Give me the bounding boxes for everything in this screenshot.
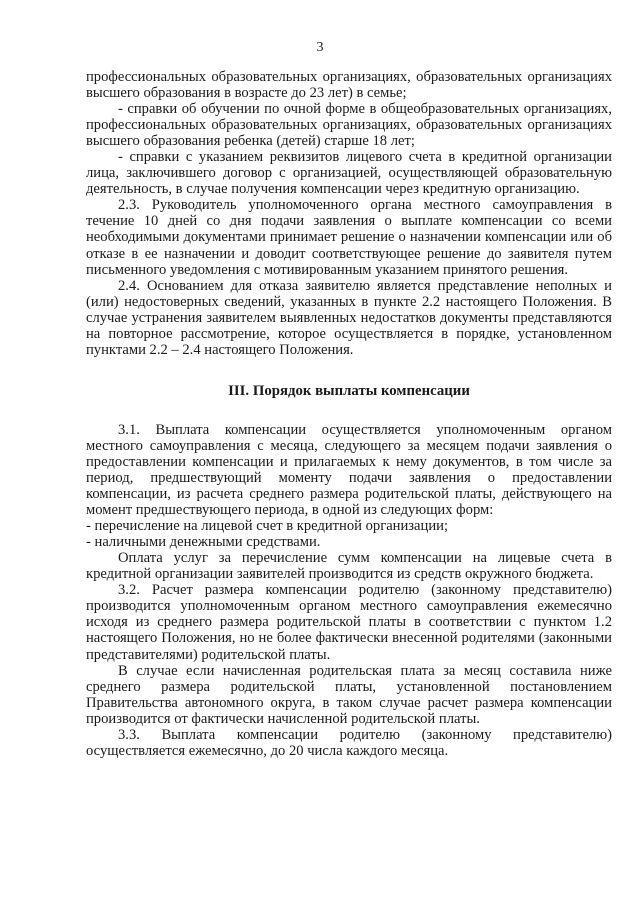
paragraph: Оплата услуг за перечисление сумм компенсации на лицевые счета в кредитной организации заявителей производится из средств окружного бюджета. bbox=[86, 550, 612, 583]
paragraph: 3.2. Расчет размера компенсации родителю (законному представителю) производится уполномоченным органом местного самоуправления ежемесячно исходя из среднего размера родительской платы в соответствии с пунктом 1.2 настоящего Положения, но не более фактически внесенной родителями (законными представителями) родительской платы. bbox=[86, 582, 612, 663]
page-number: 3 bbox=[316, 40, 324, 55]
paragraph: 2.3. Руководитель уполномоченного органа местного самоуправления в течение 10 дней со дня подачи заявления о выплате компенсации со всеми необходимыми документами принимает решение о назначении компенсации или об отказе в ее назначении и доводит соответствующее решение до заявителя путем письменного уведомления с мотивированным указанием принятого решения. bbox=[86, 197, 612, 278]
paragraph: 3.3. Выплата компенсации родителю (законному представителю) осуществляется ежемесячно, до 20 числа каждого месяца. bbox=[86, 726, 612, 759]
paragraph: - перечисление на лицевой счет в кредитной организации; bbox=[86, 518, 449, 535]
paragraph: 2.4. Основанием для отказа заявителю является представление неполных и (или) недостоверных сведений, указанных в пункте 2.2 настоящего Положения. В случае устранения заявителем выявленных недостатков документы представляются на повторное рассмотрение, которое осуществляется в порядке, установленном пунктами 2.2 – 2.4 настоящего Положения. bbox=[86, 277, 612, 358]
section-two-continuation bbox=[86, 69, 612, 358]
paragraph: - справки об обучении по очной форме в общеобразовательных организациях, профессиональных образовательных организациях, образовательных организациях высшего образования ребенка (детей) старше 18 лет; bbox=[86, 101, 612, 150]
paragraph: профессиональных образовательных организациях, образовательных организациях высшего образования в возрасте до 23 лет) в семье; bbox=[86, 69, 612, 102]
paragraph: 3.1. Выплата компенсации осуществляется уполномоченным органом местного самоуправления с месяца, следующего за месяцем подачи заявления о предоставлении компенсации и прилагаемых к нему документов, в том числе за период, предшествующий моменту подачи заявления о предоставлении компенсации, из расчета среднего размера родительской платы, действующего на момент предшествующего периода, в одной из следующих форм: bbox=[86, 421, 612, 519]
paragraph: - наличными денежными средствами. bbox=[86, 534, 321, 551]
paragraph: - справки с указанием реквизитов лицевого счета в кредитной организации лица, заключившего договор с организацией, осуществляющей образовательную деятельность, в случае получения компенсации через кредитную организацию. bbox=[86, 149, 612, 198]
document-body bbox=[86, 69, 612, 759]
section-heading: III. Порядок выплаты компенсации bbox=[228, 382, 470, 399]
paragraph: В случае если начисленная родительская плата за месяц составила ниже среднего размера родительской платы, установленной постановлением Правительства автономного округа, в таком случае расчет размера компенсации производится от фактически начисленной родительской платы. bbox=[86, 662, 612, 727]
section-three bbox=[86, 422, 612, 759]
